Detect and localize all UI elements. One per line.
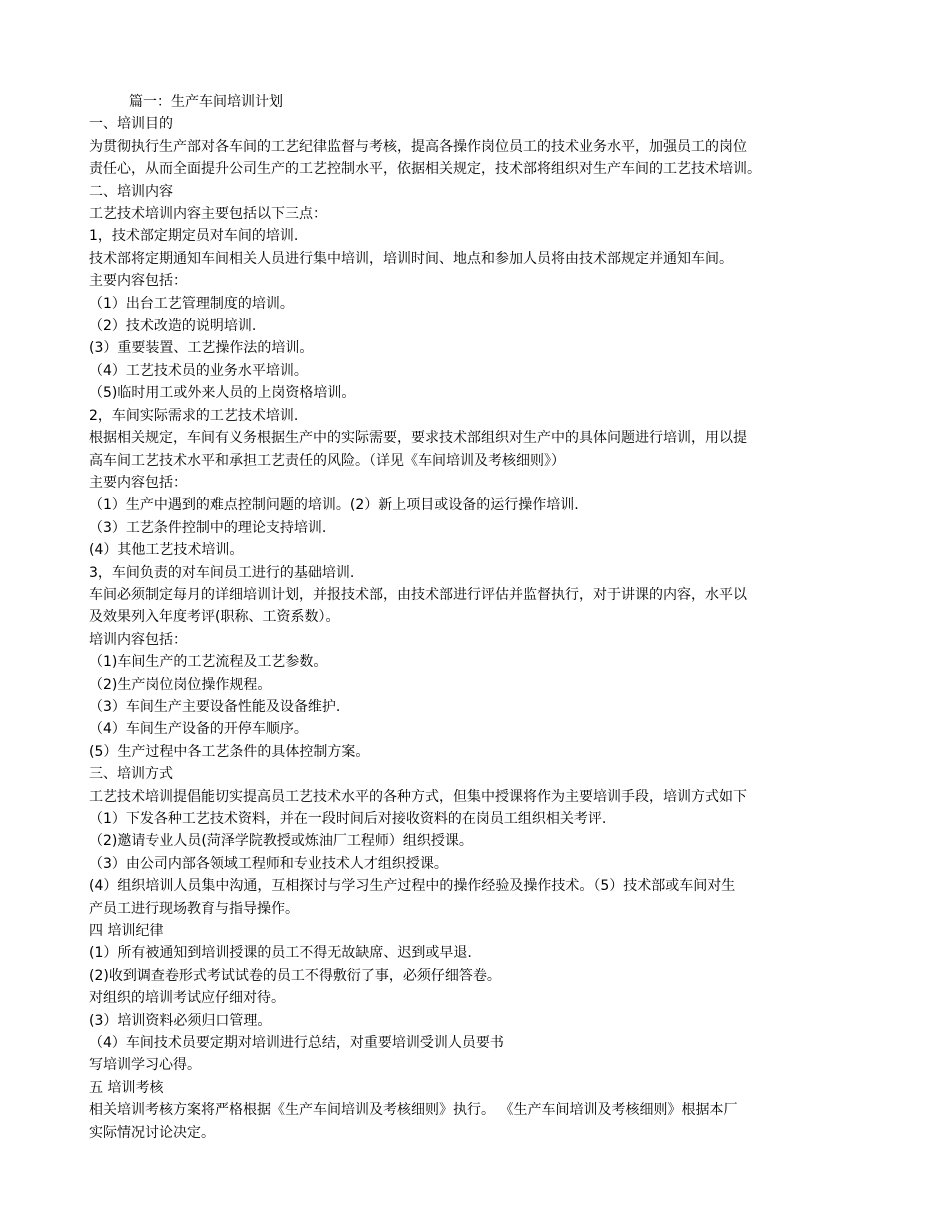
section-heading: 一、培训目的 bbox=[89, 116, 173, 133]
paragraph-line: 实际情况讨论决定。 bbox=[89, 1124, 215, 1141]
list-item: （1）下发各种工艺技术资料，并在一段时间后对接收资料的在岗员工组织相关考评. bbox=[89, 811, 607, 827]
list-item: （1)车间生产的工艺流程及工艺参数。 bbox=[89, 654, 328, 671]
list-item: (2)收到调查卷形式考试试卷的员工不得敷衍了事，必须仔细答卷。 bbox=[89, 967, 501, 984]
section-heading: 五 培训考核 bbox=[89, 1079, 164, 1096]
paragraph-line: 工艺技术培训提倡能切实提高员工艺技术水平的各种方式，但集中授课将作为主要培训手段，培训方式如下 bbox=[89, 788, 747, 805]
section-heading: 四 培训纪律 bbox=[89, 923, 164, 940]
paragraph-line: 主要内容包括： bbox=[89, 273, 187, 290]
subsection-heading: 3，车间负责的对车间员工进行的基础培训. bbox=[89, 564, 355, 581]
paragraph-line: 及效果列入年度考评(职称、工资系数）。 bbox=[89, 609, 340, 626]
paragraph-line: 技术部将定期通知车间相关人员进行集中培训，培训时间、地点和参加人员将由技术部规定并通知车间。 bbox=[89, 250, 733, 267]
paragraph-line: 车间必须制定每月的详细培训计划，并报技术部，由技术部进行评估并监督执行，对于讲课的内容，水平以 bbox=[89, 586, 747, 603]
section-heading: 三、培训方式 bbox=[89, 766, 173, 783]
list-item: （3）车间生产主要设备性能及设备维护. bbox=[89, 698, 341, 715]
paragraph-line: 产员工进行现场教育与指导操作。 bbox=[89, 900, 299, 917]
list-item: (3）培训资料必须归口管理。 bbox=[89, 1012, 272, 1029]
paragraph-line: 责任心，从而全面提升公司生产的工艺控制水平，依据相关规定，技术部将组织对生产车间的工艺技术培训。 bbox=[89, 161, 761, 178]
list-item: (4）其他工艺技术培训。 bbox=[89, 542, 244, 559]
paragraph-line: 工艺技术培训内容主要包括以下三点： bbox=[89, 206, 327, 223]
paragraph-line: 高车间工艺技术水平和承担工艺责任的风险。（详见《车间培训及考核细则》） bbox=[89, 452, 565, 469]
subsection-heading: 1，技术部定期定员对车间的培训. bbox=[89, 228, 299, 245]
section-heading: 二、培训内容 bbox=[89, 183, 173, 200]
list-item: （4）车间技术员要定期对培训进行总结，对重要培训受训人员要书 bbox=[89, 1035, 504, 1052]
paragraph-line: 为贯彻执行生产部对各车间的工艺纪律监督与考核，提高各操作岗位员工的技术业务水平，加强员工的岗位 bbox=[89, 138, 747, 155]
list-item: （2)邀请专业人员(菏泽学院教授或炼油厂工程师）组织授课。 bbox=[89, 833, 473, 850]
list-item: （3）由公司内部各领域工程师和专业技术人才组织授课。 bbox=[89, 855, 448, 872]
paragraph-line: 写培训学习心得。 bbox=[89, 1057, 201, 1074]
paragraph-line: 根据相关规定，车间有义务根据生产中的实际需要，要求技术部组织对生产中的具体问题进行培训，用以提 bbox=[89, 430, 747, 447]
list-item: (4）组织培训人员集中沟通，互相探讨与学习生产过程中的操作经验及操作技术。（5）技术部或车间对生 bbox=[89, 878, 736, 895]
list-item: （4）工艺技术员的业务水平培训。 bbox=[89, 362, 308, 379]
list-item: （2)生产岗位岗位操作规程。 bbox=[89, 676, 272, 693]
list-item: (5）生产过程中各工艺条件的具体控制方案。 bbox=[89, 743, 370, 760]
subsection-heading: 2，车间实际需求的工艺技术培训. bbox=[89, 407, 299, 424]
list-item: (1）所有被通知到培训授课的员工不得无故缺席、迟到或早退. bbox=[89, 945, 472, 962]
document-page bbox=[89, 91, 879, 1144]
list-item: （5)临时用工或外来人员的上岗资格培训。 bbox=[89, 385, 356, 402]
list-item: （3）工艺条件控制中的理论支持培训. bbox=[89, 519, 327, 536]
paragraph-line: 培训内容包括： bbox=[89, 631, 187, 648]
list-item: （4）车间生产设备的开停车顺序。 bbox=[89, 721, 308, 738]
list-item: （2）技术改造的说明培训. bbox=[89, 318, 257, 335]
paragraph-line: 主要内容包括： bbox=[89, 474, 187, 491]
paragraph-line: 相关培训考核方案将严格根据《生产车间培训及考核细则》执行。 《生产车间培训及考核细则》根据本厂 bbox=[89, 1102, 738, 1119]
list-item: （1）出台工艺管理制度的培训。 bbox=[89, 295, 294, 312]
list-item: (3）重要装置、工艺操作法的培训。 bbox=[89, 340, 314, 357]
list-item: （1）生产中遇到的难点控制问题的培训。(2）新上项目或设备的运行操作培训. bbox=[89, 497, 579, 514]
paragraph-line: 对组织的培训考试应仔细对待。 bbox=[89, 990, 285, 1007]
document-title: 篇一：生产车间培训计划 bbox=[129, 94, 283, 110]
